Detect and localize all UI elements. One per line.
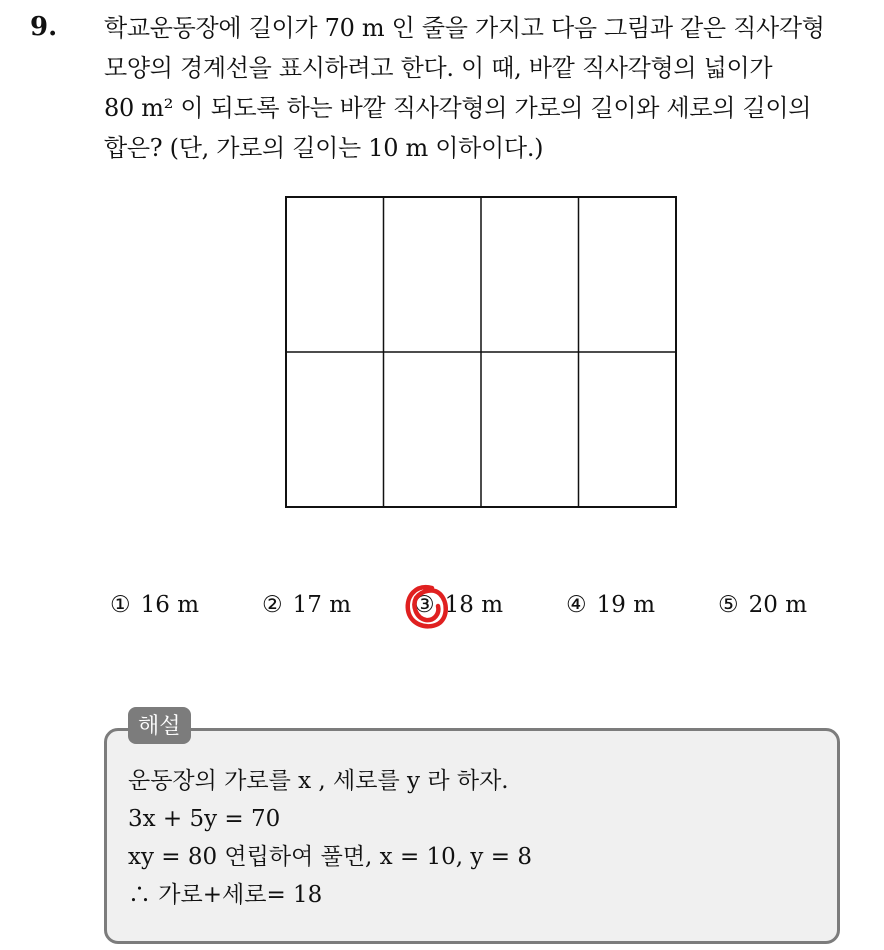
- question-number: 9.: [30, 12, 58, 42]
- solution-line: ∴ 가로+세로= 18: [128, 882, 323, 908]
- question-line: 학교운동장에 길이가 70 m 인 줄을 가지고 다음 그림과 같은 직사각형: [104, 14, 825, 42]
- question-line: 합은? (단, 가로의 길이는 10 m 이하이다.): [104, 134, 544, 162]
- choice-number: ⑤: [718, 592, 739, 618]
- choice-label: 19 m: [596, 592, 656, 618]
- choice-label: 17 m: [292, 592, 352, 618]
- choice-number: ③: [414, 592, 435, 618]
- solution-tab: 해설: [128, 707, 191, 744]
- rectangle-grid-figure: [284, 195, 680, 511]
- choice-number: ④: [566, 592, 587, 618]
- choice-label: 20 m: [748, 592, 808, 618]
- choice-label: 18 m: [444, 592, 504, 618]
- choice-2[interactable]: [262, 592, 351, 618]
- solution-line: 3x + 5y = 70: [128, 806, 281, 832]
- choice-number: ①: [110, 592, 131, 618]
- choice-1[interactable]: [110, 592, 199, 618]
- choice-label: 16 m: [140, 592, 200, 618]
- question-line: 80 m² 이 되도록 하는 바깥 직사각형의 가로의 길이와 세로의 길이의: [104, 94, 812, 122]
- choice-number: ②: [262, 592, 283, 618]
- choice-5[interactable]: [718, 592, 807, 618]
- solution-line: xy = 80 연립하여 풀면, x = 10, y = 8: [128, 844, 532, 870]
- choice-4[interactable]: [566, 592, 655, 618]
- answer-circle-mark: [402, 580, 452, 634]
- red-circle-stroke: [408, 587, 446, 626]
- question-line: 모양의 경계선을 표시하려고 한다. 이 때, 바깥 직사각형의 넓이가: [104, 54, 773, 82]
- solution-text: [128, 762, 532, 914]
- question-text: [104, 8, 864, 168]
- solution-line: 운동장의 가로를 x , 세로를 y 라 하자.: [128, 768, 509, 794]
